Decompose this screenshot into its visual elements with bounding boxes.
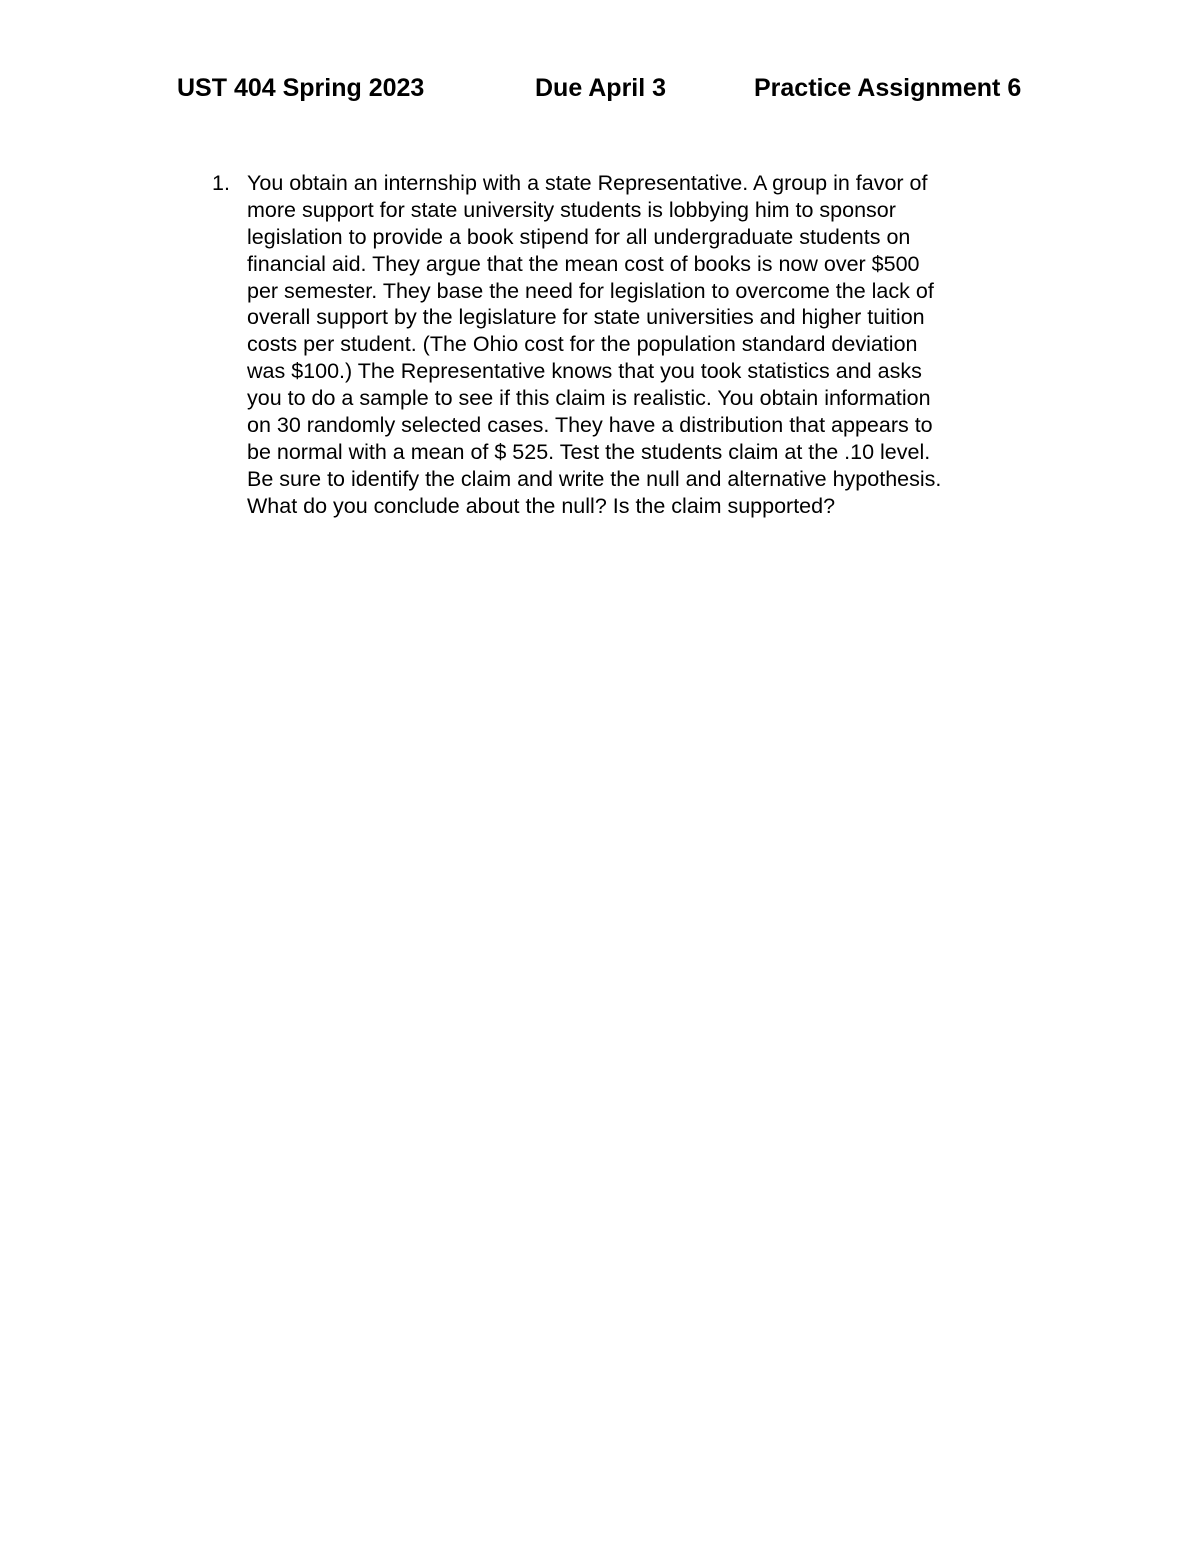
question-line: you to do a sample to see if this claim is realistic. You obtain information	[247, 386, 931, 411]
question-line: You obtain an internship with a state Representative. A group in favor of	[247, 171, 928, 195]
question-line: more support for state university students is lobbying him to sponsor	[247, 197, 896, 222]
due-date: Due April 3	[535, 74, 667, 102]
question-line: costs per student. (The Ohio cost for the population standard deviation	[247, 332, 918, 357]
question-line: on 30 randomly selected cases. They have a distribution that appears to	[247, 413, 933, 438]
assignment-title: Practice Assignment 6	[754, 74, 1022, 102]
question-line: was $100.) The Representative knows that you took statistics and asks	[247, 359, 922, 384]
course-title: UST 404 Spring 2023	[177, 74, 425, 102]
question-text	[247, 170, 941, 520]
question-line: overall support by the legislature for state universities and higher tuition	[247, 305, 925, 330]
question-line: be normal with a mean of $ 525. Test the students claim at the .10 level.	[247, 439, 931, 464]
question-line: Be sure to identify the claim and write the null and alternative hypothesis.	[247, 466, 942, 491]
question-line: financial aid. They argue that the mean cost of books is now over $500	[247, 251, 920, 276]
question-line: legislation to provide a book stipend for all undergraduate students on	[247, 224, 911, 249]
page-header	[0, 70, 1200, 106]
question-line: per semester. They base the need for legislation to overcome the lack of	[247, 278, 934, 303]
question-line: What do you conclude about the null? Is the claim supported?	[247, 493, 836, 518]
question-number: 1.	[212, 171, 230, 195]
